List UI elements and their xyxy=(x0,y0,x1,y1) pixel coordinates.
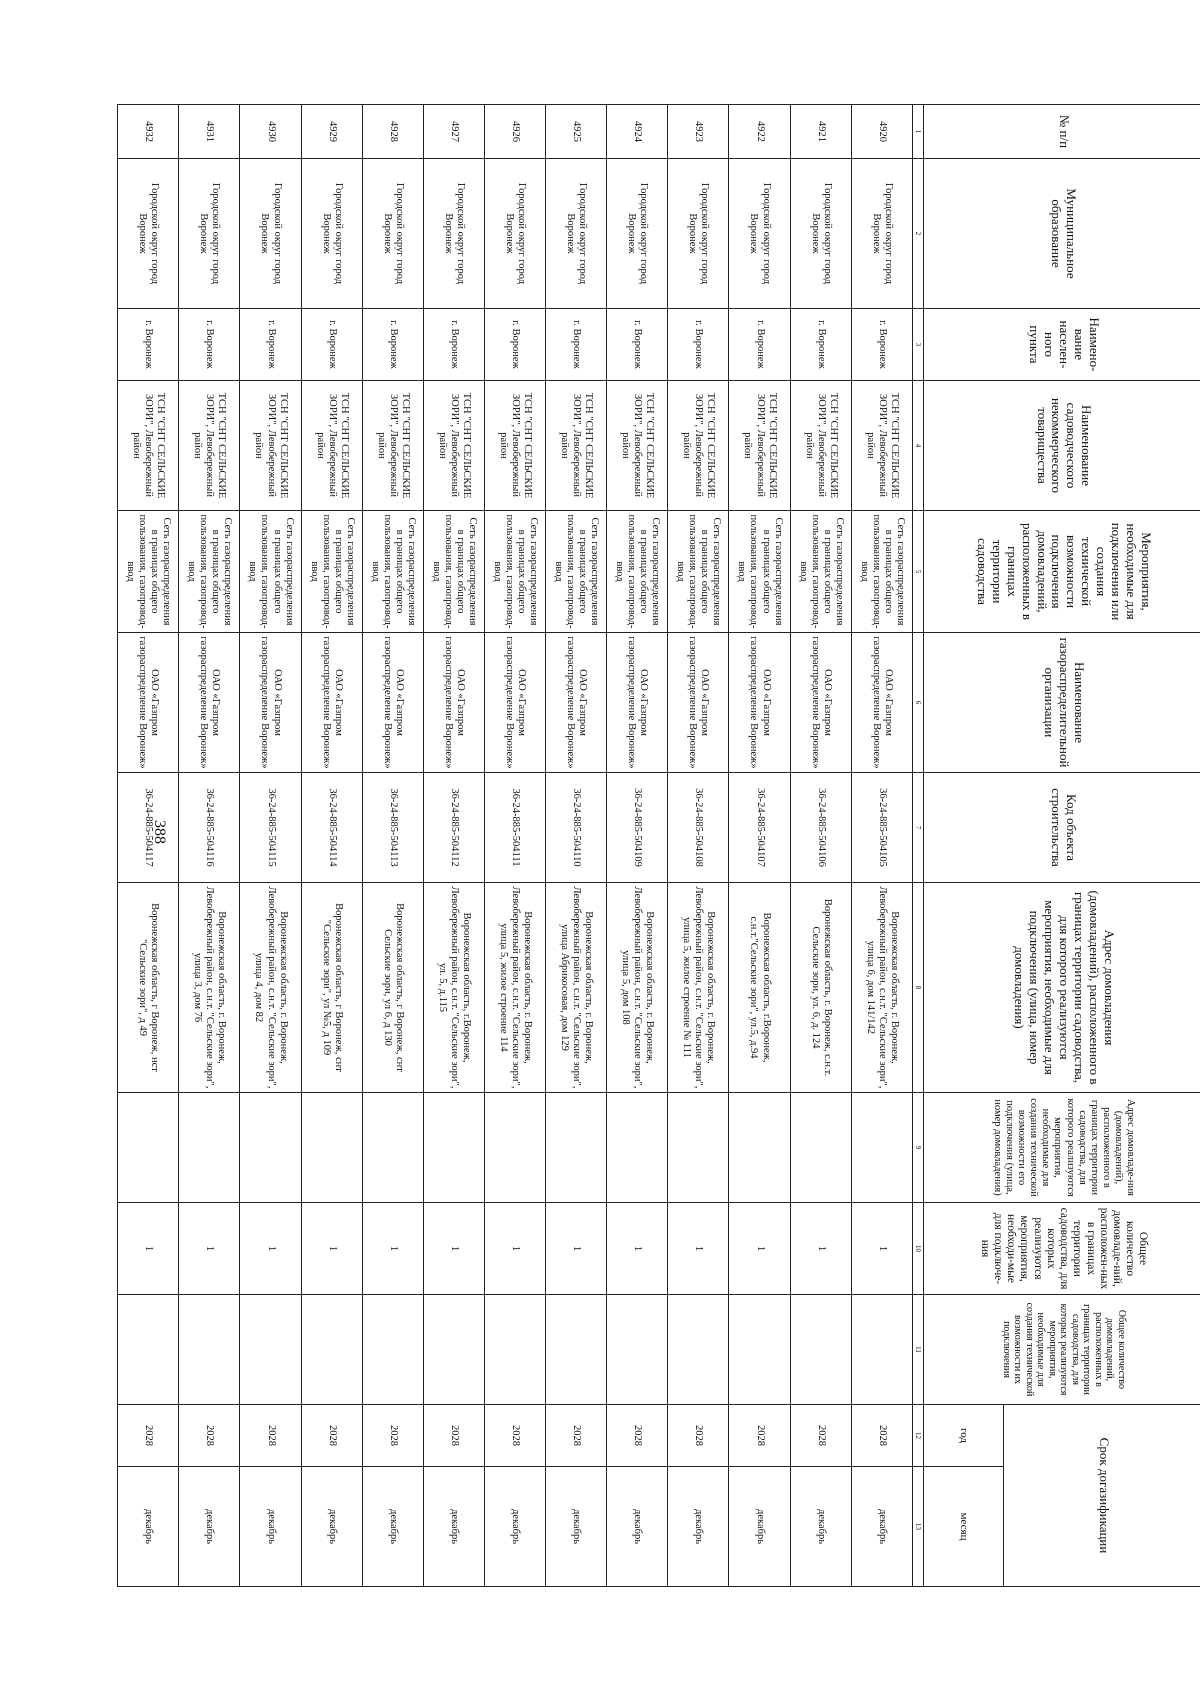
address-cell: Воронежская область, г. Воронеж, Левобережный район, с.н.т. "Сельские зори", улица 6, дом 141/142 xyxy=(851,883,912,1093)
row-number: 4922 xyxy=(729,105,790,159)
header-count-conn: Общее количество домовладе-ний, расположен-ных в границах территории садоводства, для которых реализуются мероприятия, необходи-мые для подключе-ния xyxy=(924,1203,1200,1295)
events-cell: Сеть газораспределения в границах общего пользования, газопровод-ввод xyxy=(851,511,912,633)
locality-cell: г. Воронеж xyxy=(729,309,790,381)
column-number: 12 xyxy=(912,1405,923,1467)
rotated-table-container xyxy=(117,104,1200,1586)
year-cell: 2028 xyxy=(301,1405,362,1467)
month-cell: декабрь xyxy=(362,1467,423,1587)
events-cell: Сеть газораспределения в границах общего пользования, газопровод-ввод xyxy=(301,511,362,633)
column-number: 1 xyxy=(912,105,923,159)
municipality-cell: Городской округ город Воронеж xyxy=(301,159,362,309)
code-cell: 36-24-885-504111 xyxy=(484,773,545,883)
column-number: 10 xyxy=(912,1203,923,1295)
header-num: № п/п xyxy=(924,105,1200,159)
column-number: 3 xyxy=(912,309,923,381)
month-cell: декабрь xyxy=(240,1467,301,1587)
count-conn-cell: 1 xyxy=(240,1203,301,1295)
table-row xyxy=(668,105,729,1587)
address-tech-cell xyxy=(546,1093,607,1203)
count-tech-cell xyxy=(240,1295,301,1405)
events-cell: Сеть газораспределения в границах общего пользования, газопровод-ввод xyxy=(607,511,668,633)
month-cell: декабрь xyxy=(423,1467,484,1587)
code-cell: 36-24-885-504114 xyxy=(301,773,362,883)
municipality-cell: Городской округ город Воронеж xyxy=(362,159,423,309)
address-tech-cell xyxy=(607,1093,668,1203)
locality-cell: г. Воронеж xyxy=(790,309,851,381)
address-cell: Воронежская область, г. Воронеж, Левобережный район, с.н.т. "Сельские зори", улица 5, жилое строение № 111 xyxy=(668,883,729,1093)
row-number: 4929 xyxy=(301,105,362,159)
municipality-cell: Городской округ город Воронеж xyxy=(729,159,790,309)
org-cell: ОАО «Газпром газораспределение Воронеж» xyxy=(851,633,912,773)
row-number: 4921 xyxy=(790,105,851,159)
table-row xyxy=(790,105,851,1587)
org-cell: ОАО «Газпром газораспределение Воронеж» xyxy=(179,633,240,773)
year-cell: 2028 xyxy=(668,1405,729,1467)
code-cell: 36-24-885-504115 xyxy=(240,773,301,883)
table-row xyxy=(301,105,362,1587)
address-tech-cell xyxy=(423,1093,484,1203)
row-number: 4927 xyxy=(423,105,484,159)
month-cell: декабрь xyxy=(790,1467,851,1587)
org-cell: ОАО «Газпром газораспределение Воронеж» xyxy=(546,633,607,773)
row-number: 4923 xyxy=(668,105,729,159)
org-cell: ОАО «Газпром газораспределение Воронеж» xyxy=(484,633,545,773)
year-cell: 2028 xyxy=(179,1405,240,1467)
locality-cell: г. Воронеж xyxy=(301,309,362,381)
events-cell: Сеть газораспределения в границах общего пользования, газопровод-ввод xyxy=(423,511,484,633)
year-cell: 2028 xyxy=(118,1405,179,1467)
partnership-cell: ТСН "СНТ СЕЛЬСКИЕ ЗОРИ", Левобережный район xyxy=(179,381,240,511)
locality-cell: г. Воронеж xyxy=(851,309,912,381)
org-cell: ОАО «Газпром газораспределение Воронеж» xyxy=(240,633,301,773)
events-cell: Сеть газораспределения в границах общего пользования, газопровод-ввод xyxy=(179,511,240,633)
table-row xyxy=(851,105,912,1587)
row-number: 4931 xyxy=(179,105,240,159)
header-code: Код объекта строительства xyxy=(924,773,1200,883)
column-number: 4 xyxy=(912,381,923,511)
address-cell: Воронежская область, г. Воронеж, Левобережный район, с.н.т. "Сельские зори", улица 5, дом 108 xyxy=(607,883,668,1093)
partnership-cell: ТСН "СНТ СЕЛЬСКИЕ ЗОРИ", Левобережный район xyxy=(729,381,790,511)
code-cell: 36-24-885-504109 xyxy=(607,773,668,883)
code-cell: 36-24-885-504117 xyxy=(118,773,179,883)
count-tech-cell xyxy=(729,1295,790,1405)
municipality-cell: Городской округ город Воронеж xyxy=(423,159,484,309)
count-conn-cell: 1 xyxy=(484,1203,545,1295)
locality-cell: г. Воронеж xyxy=(484,309,545,381)
count-conn-cell: 1 xyxy=(301,1203,362,1295)
address-cell: Воронежская область, г. Воронеж, Левобережный район, с.н.т. "Сельские зори", улица Абрикосовая, дом 129 xyxy=(546,883,607,1093)
month-cell: декабрь xyxy=(484,1467,545,1587)
header-term: Срок догазификации xyxy=(1004,1405,1200,1587)
column-number: 13 xyxy=(912,1467,923,1587)
month-cell: декабрь xyxy=(851,1467,912,1587)
year-cell: 2028 xyxy=(240,1405,301,1467)
gasification-table xyxy=(117,104,1200,1587)
org-cell: ОАО «Газпром газораспределение Воронеж» xyxy=(423,633,484,773)
column-number: 2 xyxy=(912,159,923,309)
header-month: месяц xyxy=(924,1467,1004,1587)
count-conn-cell: 1 xyxy=(851,1203,912,1295)
events-cell: Сеть газораспределения в границах общего пользования, газопровод-ввод xyxy=(546,511,607,633)
address-tech-cell xyxy=(240,1093,301,1203)
events-cell: Сеть газораспределения в границах общего пользования, газопровод-ввод xyxy=(668,511,729,633)
header-org: Наименование газораспределительной организации xyxy=(924,633,1200,773)
address-cell: Воронежская область, г. Воронеж, Левобережный район, с.н.т. "Сельские зори", улица 4, дом 82 xyxy=(240,883,301,1093)
address-tech-cell xyxy=(668,1093,729,1203)
events-cell: Сеть газораспределения в границах общего пользования, газопровод-ввод xyxy=(118,511,179,633)
count-tech-cell xyxy=(423,1295,484,1405)
row-number: 4930 xyxy=(240,105,301,159)
row-number: 4932 xyxy=(118,105,179,159)
partnership-cell: ТСН "СНТ СЕЛЬСКИЕ ЗОРИ", Левобережный район xyxy=(607,381,668,511)
municipality-cell: Городской округ город Воронеж xyxy=(607,159,668,309)
address-tech-cell xyxy=(729,1093,790,1203)
locality-cell: г. Воронеж xyxy=(546,309,607,381)
table-row xyxy=(607,105,668,1587)
column-number: 8 xyxy=(912,883,923,1093)
code-cell: 36-24-885-504110 xyxy=(546,773,607,883)
header-partnership: Наименование садоводческого некоммерческого товарищества xyxy=(924,381,1200,511)
org-cell: ОАО «Газпром газораспределение Воронеж» xyxy=(607,633,668,773)
locality-cell: г. Воронеж xyxy=(607,309,668,381)
count-conn-cell: 1 xyxy=(362,1203,423,1295)
table-row xyxy=(423,105,484,1587)
count-conn-cell: 1 xyxy=(790,1203,851,1295)
count-tech-cell xyxy=(484,1295,545,1405)
code-cell: 36-24-885-504116 xyxy=(179,773,240,883)
count-tech-cell xyxy=(301,1295,362,1405)
count-conn-cell: 1 xyxy=(118,1203,179,1295)
count-conn-cell: 1 xyxy=(423,1203,484,1295)
table-row xyxy=(118,105,179,1587)
address-tech-cell xyxy=(301,1093,362,1203)
code-cell: 36-24-885-504106 xyxy=(790,773,851,883)
locality-cell: г. Воронеж xyxy=(240,309,301,381)
year-cell: 2028 xyxy=(729,1405,790,1467)
partnership-cell: ТСН "СНТ СЕЛЬСКИЕ ЗОРИ", Левобережный район xyxy=(118,381,179,511)
address-tech-cell xyxy=(790,1093,851,1203)
month-cell: декабрь xyxy=(301,1467,362,1587)
table-body xyxy=(118,105,913,1587)
count-conn-cell: 1 xyxy=(729,1203,790,1295)
row-number: 4920 xyxy=(851,105,912,159)
count-tech-cell xyxy=(668,1295,729,1405)
org-cell: ОАО «Газпром газораспределение Воронеж» xyxy=(668,633,729,773)
partnership-cell: ТСН "СНТ СЕЛЬСКИЕ ЗОРИ", Левобережный район xyxy=(362,381,423,511)
address-cell: Воронежская область, г Воронеж, нст "Сельские зори", д 49 xyxy=(118,883,179,1093)
address-tech-cell xyxy=(362,1093,423,1203)
municipality-cell: Городской округ город Воронеж xyxy=(668,159,729,309)
count-conn-cell: 1 xyxy=(668,1203,729,1295)
column-number: 5 xyxy=(912,511,923,633)
municipality-cell: Городской округ город Воронеж xyxy=(179,159,240,309)
municipality-cell: Городской округ город Воронеж xyxy=(851,159,912,309)
row-number: 4925 xyxy=(546,105,607,159)
locality-cell: г. Воронеж xyxy=(179,309,240,381)
municipality-cell: Городской округ город Воронеж xyxy=(240,159,301,309)
events-cell: Сеть газораспределения в границах общего пользования, газопровод-ввод xyxy=(484,511,545,633)
locality-cell: г. Воронеж xyxy=(118,309,179,381)
address-tech-cell xyxy=(484,1093,545,1203)
count-tech-cell xyxy=(851,1295,912,1405)
address-tech-cell xyxy=(118,1093,179,1203)
org-cell: ОАО «Газпром газораспределение Воронеж» xyxy=(729,633,790,773)
header-address-tech: Адрес домовладе-ния (домовладений), расположенного в границах территории садоводства, для которого реализуются мероприятия, необходимые для создания технической возможности его подключения (улица, номер домовладения) xyxy=(924,1093,1200,1203)
count-tech-cell xyxy=(546,1295,607,1405)
column-number: 7 xyxy=(912,773,923,883)
header-address: Адрес домовладения (домовладений), расположенного в границах территории садоводства, для которого реализуются мероприятия, необходимые для подключения (улица, номер домовладения) xyxy=(924,883,1200,1093)
month-cell: декабрь xyxy=(607,1467,668,1587)
address-tech-cell xyxy=(179,1093,240,1203)
column-number-row xyxy=(912,105,923,1587)
row-number: 4926 xyxy=(484,105,545,159)
code-cell: 36-24-885-504105 xyxy=(851,773,912,883)
address-cell: Воронежская область, г. Воронеж, Левобережный район, с.н.т. "Сельские зори", улица 5, жилое строение 114 xyxy=(484,883,545,1093)
address-cell: Воронежская область, г.Воронеж, Левобережный район, с.н.т. "Сельские зори", ул. 5, д.115 xyxy=(423,883,484,1093)
year-cell: 2028 xyxy=(607,1405,668,1467)
events-cell: Сеть газораспределения в границах общего пользования, газопровод-ввод xyxy=(790,511,851,633)
code-cell: 36-24-885-504107 xyxy=(729,773,790,883)
locality-cell: г. Воронеж xyxy=(362,309,423,381)
column-number: 11 xyxy=(912,1295,923,1405)
org-cell: ОАО «Газпром газораспределение Воронеж» xyxy=(301,633,362,773)
partnership-cell: ТСН "СНТ СЕЛЬСКИЕ ЗОРИ", Левобережный район xyxy=(668,381,729,511)
table-row xyxy=(179,105,240,1587)
count-tech-cell xyxy=(607,1295,668,1405)
address-cell: Воронежская область, г Воронеж, снт Сельские зори, ул 6, д 130 xyxy=(362,883,423,1093)
row-number: 4928 xyxy=(362,105,423,159)
municipality-cell: Городской округ город Воронеж xyxy=(484,159,545,309)
header-municipality: Муниципальное образование xyxy=(924,159,1200,309)
row-number: 4924 xyxy=(607,105,668,159)
events-cell: Сеть газораспределения в границах общего пользования, газопровод-ввод xyxy=(362,511,423,633)
partnership-cell: ТСН "СНТ СЕЛЬСКИЕ ЗОРИ", Левобережный район xyxy=(484,381,545,511)
code-cell: 36-24-885-504108 xyxy=(668,773,729,883)
org-cell: ОАО «Газпром газораспределение Воронеж» xyxy=(118,633,179,773)
org-cell: ОАО «Газпром газораспределение Воронеж» xyxy=(362,633,423,773)
address-cell: Воронежская область, г Воронеж, снт "Сельские зори", ул №5, д 109 xyxy=(301,883,362,1093)
header-events: Мероприятия, необходимые для подключения или создания технической возможности подключения домовладений, расположенных в границах территории садоводства xyxy=(924,511,1200,633)
year-cell: 2028 xyxy=(851,1405,912,1467)
locality-cell: г. Воронеж xyxy=(423,309,484,381)
address-cell: Воронежская область, г.Воронеж, с.н.т."Сельские зори", ул.5, д.94 xyxy=(729,883,790,1093)
count-tech-cell xyxy=(790,1295,851,1405)
year-cell: 2028 xyxy=(790,1405,851,1467)
partnership-cell: ТСН "СНТ СЕЛЬСКИЕ ЗОРИ", Левобережный район xyxy=(423,381,484,511)
header-locality: Наимено-вание населен-ного пункта xyxy=(924,309,1200,381)
header-count-tech: Общее количество домовладений, расположенных в границах территории садоводства, для которых реализуются мероприятия, необходимые для создания технической возможности их подключения xyxy=(924,1295,1200,1405)
locality-cell: г. Воронеж xyxy=(668,309,729,381)
month-cell: декабрь xyxy=(546,1467,607,1587)
partnership-cell: ТСН "СНТ СЕЛЬСКИЕ ЗОРИ", Левобережный район xyxy=(790,381,851,511)
events-cell: Сеть газораспределения в границах общего пользования, газопровод-ввод xyxy=(729,511,790,633)
table-row xyxy=(729,105,790,1587)
month-cell: декабрь xyxy=(179,1467,240,1587)
table-row xyxy=(362,105,423,1587)
municipality-cell: Городской округ город Воронеж xyxy=(546,159,607,309)
partnership-cell: ТСН "СНТ СЕЛЬСКИЕ ЗОРИ", Левобережный район xyxy=(301,381,362,511)
month-cell: декабрь xyxy=(729,1467,790,1587)
partnership-cell: ТСН "СНТ СЕЛЬСКИЕ ЗОРИ", Левобережный район xyxy=(240,381,301,511)
events-cell: Сеть газораспределения в границах общего пользования, газопровод-ввод xyxy=(240,511,301,633)
address-cell: Воронежская область, г. Воронеж, Левобережный район, с.н.т. "Сельские зори", улица 3, дом 76 xyxy=(179,883,240,1093)
org-cell: ОАО «Газпром газораспределение Воронеж» xyxy=(790,633,851,773)
address-cell: Воронежская область, г. Воронеж, с.н.т. Сельские зори, ул. 6, д. 124 xyxy=(790,883,851,1093)
year-cell: 2028 xyxy=(362,1405,423,1467)
municipality-cell: Городской округ город Воронеж xyxy=(790,159,851,309)
count-tech-cell xyxy=(179,1295,240,1405)
count-conn-cell: 1 xyxy=(179,1203,240,1295)
partnership-cell: ТСН "СНТ СЕЛЬСКИЕ ЗОРИ", Левобережный район xyxy=(546,381,607,511)
page-number: 388 xyxy=(151,820,168,844)
code-cell: 36-24-885-504112 xyxy=(423,773,484,883)
column-number: 6 xyxy=(912,633,923,773)
address-tech-cell xyxy=(851,1093,912,1203)
column-number: 9 xyxy=(912,1093,923,1203)
month-cell: декабрь xyxy=(118,1467,179,1587)
year-cell: 2028 xyxy=(546,1405,607,1467)
table-row xyxy=(484,105,545,1587)
code-cell: 36-24-885-504113 xyxy=(362,773,423,883)
table-row xyxy=(546,105,607,1587)
count-tech-cell xyxy=(362,1295,423,1405)
partnership-cell: ТСН "СНТ СЕЛЬСКИЕ ЗОРИ", Левобережный район xyxy=(851,381,912,511)
year-cell: 2028 xyxy=(484,1405,545,1467)
count-tech-cell xyxy=(118,1295,179,1405)
count-conn-cell: 1 xyxy=(607,1203,668,1295)
municipality-cell: Городской округ город Воронеж xyxy=(118,159,179,309)
month-cell: декабрь xyxy=(668,1467,729,1587)
count-conn-cell: 1 xyxy=(546,1203,607,1295)
year-cell: 2028 xyxy=(423,1405,484,1467)
header-year: год xyxy=(924,1405,1004,1467)
table-row xyxy=(240,105,301,1587)
